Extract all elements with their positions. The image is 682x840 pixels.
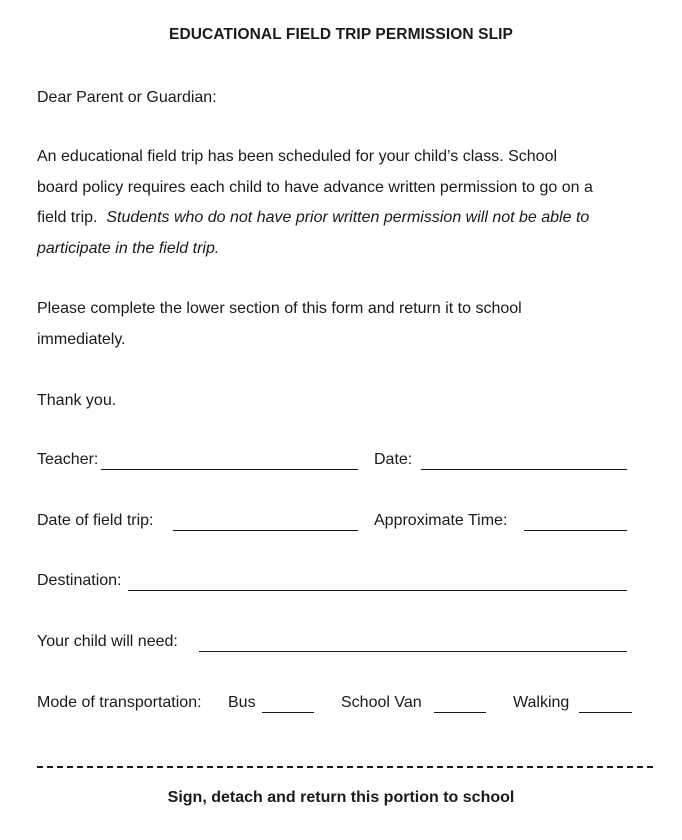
date-blank[interactable] bbox=[421, 469, 627, 470]
destination-label: Destination: bbox=[37, 572, 122, 589]
walking-blank[interactable] bbox=[579, 712, 632, 713]
intro-line-4: participate in the field trip. bbox=[37, 239, 220, 257]
date-label: Date: bbox=[374, 451, 413, 468]
page-title: EDUCATIONAL FIELD TRIP PERMISSION SLIP bbox=[169, 26, 513, 43]
teacher-blank[interactable] bbox=[101, 469, 358, 470]
intro-line-3 bbox=[37, 203, 657, 234]
instructions-line-2: immediately. bbox=[37, 330, 126, 348]
bus-label: Bus bbox=[228, 694, 256, 711]
intro-line-3-italic: Students who do not have prior written permission will not be able to bbox=[106, 209, 590, 226]
destination-row bbox=[37, 572, 657, 594]
child-needs-row bbox=[37, 633, 657, 655]
instructions-line-1: Please complete the lower section of this form and return it to school bbox=[37, 300, 522, 317]
teacher-date-row bbox=[37, 451, 657, 473]
intro-paragraph bbox=[37, 142, 657, 264]
greeting: Dear Parent or Guardian: bbox=[37, 89, 217, 106]
trip-date-blank[interactable] bbox=[173, 530, 358, 531]
transport-row bbox=[37, 694, 657, 716]
teacher-label: Teacher: bbox=[37, 451, 99, 468]
trip-date-label: Date of field trip: bbox=[37, 512, 154, 529]
transport-label: Mode of transportation: bbox=[37, 694, 202, 711]
trip-date-time-row bbox=[37, 512, 657, 534]
intro-line-2: board policy requires each child to have advance written permission to go on a bbox=[37, 178, 593, 196]
van-label: School Van bbox=[341, 694, 422, 711]
detach-dashed-line bbox=[37, 766, 653, 768]
instructions-paragraph bbox=[37, 294, 657, 355]
child-needs-blank[interactable] bbox=[199, 651, 627, 652]
van-blank[interactable] bbox=[434, 712, 486, 713]
approx-time-label: Approximate Time: bbox=[374, 512, 508, 529]
closing: Thank you. bbox=[37, 392, 117, 409]
child-needs-label: Your child will need: bbox=[37, 633, 178, 650]
bus-blank[interactable] bbox=[262, 712, 314, 713]
footer-instruction: Sign, detach and return this portion to school bbox=[167, 789, 515, 806]
intro-line-1: An educational field trip has been scheduled for your child’s class. School bbox=[37, 148, 558, 165]
approx-time-blank[interactable] bbox=[524, 530, 627, 531]
destination-blank[interactable] bbox=[128, 590, 627, 591]
walking-label: Walking bbox=[513, 694, 570, 711]
intro-line-3-plain: field trip. bbox=[37, 209, 107, 226]
